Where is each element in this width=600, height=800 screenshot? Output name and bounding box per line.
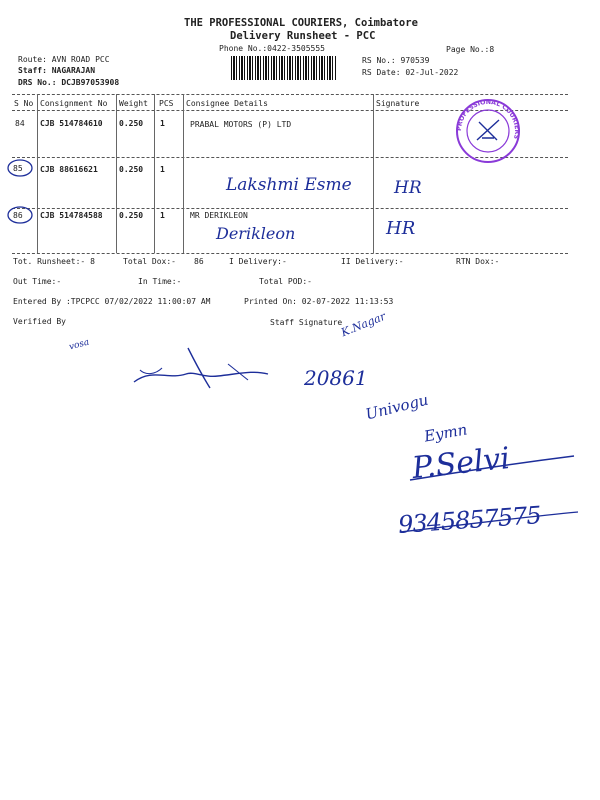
svg-text:PROFESSIONAL COURIERS xyxy=(456,99,520,140)
col-header-signature: Signature xyxy=(376,99,420,108)
company-stamp xyxy=(449,98,527,164)
rs-date: RS Date: 02-Jul-2022 xyxy=(362,68,459,77)
handwritten-signature: HR xyxy=(394,178,422,198)
handwritten-scribble: vosa xyxy=(68,337,91,353)
row-consignment: CJB 514784588 xyxy=(40,211,103,220)
total-runsheet: Tot. Runsheet:- 8 xyxy=(13,257,95,266)
row-pcs: 1 xyxy=(160,119,165,128)
printed-on: Printed On: 02-07-2022 11:13:53 xyxy=(244,297,394,306)
total-dox-value: 86 xyxy=(194,257,204,266)
rtn-dox: RTN Dox:- xyxy=(456,257,500,266)
row-consignee: MR DERIKLEON xyxy=(190,211,248,220)
row-weight: 0.250 xyxy=(119,211,144,220)
row-sno: 86 xyxy=(13,211,23,220)
handwritten-unit: Univogu xyxy=(363,390,431,424)
document-title: Delivery Runsheet - PCC xyxy=(230,30,376,42)
company-name: THE PROFESSIONAL COURIERS, Coimbatore xyxy=(184,17,418,29)
stamp-text: PROFESSIONAL COURIERS xyxy=(455,98,521,140)
page-number: Page No.:8 xyxy=(446,45,495,54)
handwritten-number: 20861 xyxy=(304,366,368,390)
col-header-pcs: PCS xyxy=(159,99,174,108)
circle-mark-icon xyxy=(6,158,36,178)
row-sno: 85 xyxy=(13,164,23,173)
handwritten-area: K.Nagar xyxy=(339,309,388,340)
staff-signature-label: Staff Signature xyxy=(270,318,343,327)
circle-mark-icon xyxy=(6,205,36,225)
rs-number: RS No.: 970539 xyxy=(362,56,430,65)
row-pcs: 1 xyxy=(160,211,165,220)
staff-name: Staff: NAGARAJAN xyxy=(18,66,96,75)
row-consignment: CJB 88616621 xyxy=(40,165,98,174)
verified-by: Verified By xyxy=(13,317,66,326)
col-header-weight: Weight xyxy=(119,99,148,108)
col-separator xyxy=(37,94,38,253)
out-time: Out Time:- xyxy=(13,277,62,286)
row-pcs: 1 xyxy=(160,165,165,174)
handwritten-signature-name: P.Selvi xyxy=(410,440,512,487)
handwritten-signature: HR xyxy=(386,218,416,239)
total-dox-label: Total Dox:- xyxy=(123,257,176,266)
col-separator xyxy=(373,94,374,253)
handwritten-consignee: Lakshmi Esme xyxy=(226,175,352,195)
signature-underline xyxy=(400,450,580,490)
in-time: In Time:- xyxy=(138,277,182,286)
row-rule-2 xyxy=(12,208,568,209)
row-consignee: PRABAL MOTORS (P) LTD xyxy=(190,120,292,129)
col-header-sno: S No xyxy=(14,99,34,108)
handwritten-name: Eymn xyxy=(422,420,469,446)
row-weight: 0.250 xyxy=(119,119,144,128)
row-sno: 84 xyxy=(15,119,25,128)
ii-delivery: II Delivery:- xyxy=(341,257,404,266)
phone-number: Phone No.:0422-3505555 xyxy=(219,44,325,53)
phone-underline xyxy=(394,508,584,538)
barcode xyxy=(231,56,337,80)
table-bottom-rule xyxy=(12,253,568,254)
handwritten-consignee: Derikleon xyxy=(216,224,296,243)
entered-by: Entered By :TPCPCC 07/02/2022 11:00:07 AM xyxy=(13,297,211,306)
total-pod: Total POD:- xyxy=(259,277,312,286)
row-weight: 0.250 xyxy=(119,165,144,174)
col-separator xyxy=(154,94,155,253)
col-separator xyxy=(183,94,184,253)
row-consignment: CJB 514784610 xyxy=(40,119,103,128)
col-header-consignee: Consignee Details xyxy=(186,99,268,108)
drs-number: DRS No.: DCJB97053908 xyxy=(18,78,120,87)
route: Route: AVN ROAD PCC xyxy=(18,55,110,64)
col-separator xyxy=(116,94,117,253)
col-header-consignment: Consignment No xyxy=(40,99,108,108)
table-top-rule xyxy=(12,94,568,95)
i-delivery: I Delivery:- xyxy=(229,257,287,266)
handwritten-phone: 9345857575 xyxy=(397,501,542,539)
